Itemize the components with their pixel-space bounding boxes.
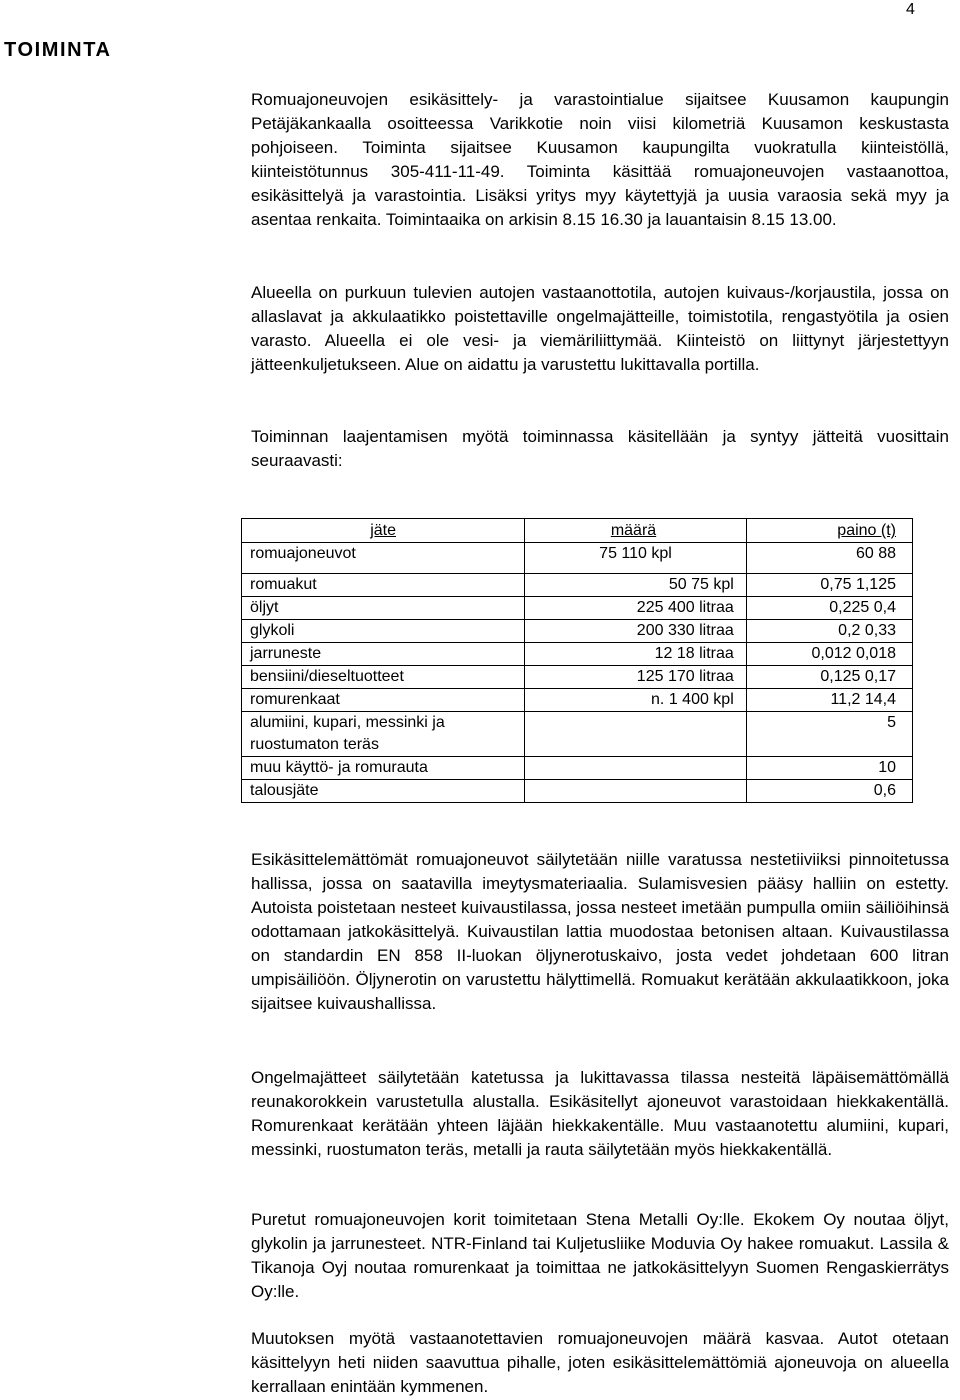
table-row bbox=[242, 643, 913, 666]
table-row bbox=[242, 712, 913, 757]
page-number: 4 bbox=[906, 1, 915, 18]
column-header-weight: paino (t) bbox=[746, 519, 912, 543]
waste-table bbox=[241, 518, 913, 803]
cell-waste: romuajoneuvot bbox=[242, 543, 525, 574]
cell-weight: 0,2 0,33 bbox=[746, 620, 912, 643]
cell-waste: glykoli bbox=[242, 620, 525, 643]
paragraph-facilities: Alueella on purkuun tulevien autojen vastaanottotila, autojen kuivaus-/korjaustila, jossa on allaslavat ja akkulaatikko poistettaville ongelmajätteille, toimistotila, rengastyötila ja osien varasto. Alueella ei ole vesi- ja viemäriliittymää. Kiinteistö on liittynyt järjestettyyn jätteenkuljetukseen. Alue on aidattu ja varustettu lukittavalla portilla. bbox=[251, 283, 949, 374]
paragraph-change: Muutoksen myötä vastaanotettavien romuajoneuvojen määrä kasvaa. Autot otetaan käsittelyyn heti niiden saavuttua pihalle, joten esikäsittelemättömiä ajoneuvoja on alueella kerrallaan enintään kymmenen. bbox=[251, 1329, 949, 1396]
cell-weight: 60 88 bbox=[746, 543, 912, 574]
cell-waste: romurenkaat bbox=[242, 689, 525, 712]
table-row bbox=[242, 597, 913, 620]
paragraph-waste-recipients: Puretut romuajoneuvojen korit toimitetaan Stena Metalli Oy:lle. Ekokem Oy noutaa öljyt, glykolin ja jarrunesteet. NTR-Finland tai Kuljetusliike Moduvia Oy hakee romuakut. Lassila & Tikanoja Oyj noutaa romurenkaat ja toimittaa ne jatkokäsittelyyn Suomen Rengaskierrätys Oy:lle. bbox=[251, 1210, 949, 1301]
cell-waste: bensiini/dieseltuotteet bbox=[242, 666, 525, 689]
paragraph-hazardous-storage: Ongelmajätteet säilytetään katetussa ja lukittavassa tilassa nesteitä läpäisemättömällä reunakorokkein varustetulla alustalla. Esikäsitellyt ajoneuvot varastoidaan hiekkakentällä. Romurenkaat kerätään yhteen läjään hiekkakentälle. Muu vastaanotettu alumiini, kupari, messinki, ruostumaton teräs, metalli ja rauta säilytetään myös hiekkakentällä. bbox=[251, 1068, 949, 1159]
cell-amount bbox=[525, 757, 747, 780]
cell-amount bbox=[525, 712, 747, 757]
paragraph-location: Romuajoneuvojen esikäsittely- ja varastointialue sijaitsee Kuusamon kaupungin Petäjäkankaalla osoitteessa Varikkotie noin viisi kilometriä Kuusamon keskustasta pohjoiseen. Toiminta sijaitsee Kuusamon kaupungilta vuokratulla kiinteistöllä, kiinteistötunnus 305-411-11-49. Toiminta käsittää romuajoneuvojen vastaanottoa, esikäsittelyä ja varastointia. Lisäksi yritys myy käytettyjä ja uusia varaosia sekä myy ja asentaa renkaita. Toimintaaika on arkisin 8.15 16.30 ja lauantaisin 8.15 13.00. bbox=[251, 90, 949, 229]
cell-waste: alumiini, kupari, messinki ja ruostumaton teräs bbox=[242, 712, 525, 757]
table-row bbox=[242, 666, 913, 689]
cell-weight: 0,225 0,4 bbox=[746, 597, 912, 620]
cell-amount: 50 75 kpl bbox=[525, 574, 747, 597]
cell-amount: 200 330 litraa bbox=[525, 620, 747, 643]
column-header-amount: määrä bbox=[525, 519, 747, 543]
cell-weight: 5 bbox=[746, 712, 912, 757]
cell-amount: n. 1 400 kpl bbox=[525, 689, 747, 712]
cell-weight: 0,6 bbox=[746, 780, 912, 803]
cell-amount: 12 18 litraa bbox=[525, 643, 747, 666]
cell-amount: 125 170 litraa bbox=[525, 666, 747, 689]
cell-waste: romuakut bbox=[242, 574, 525, 597]
cell-weight: 0,125 0,17 bbox=[746, 666, 912, 689]
table-row bbox=[242, 574, 913, 597]
cell-weight: 11,2 14,4 bbox=[746, 689, 912, 712]
cell-waste: talousjäte bbox=[242, 780, 525, 803]
cell-weight: 10 bbox=[746, 757, 912, 780]
cell-amount bbox=[525, 780, 747, 803]
cell-waste: jarruneste bbox=[242, 643, 525, 666]
cell-weight: 0,012 0,018 bbox=[746, 643, 912, 666]
cell-waste: öljyt bbox=[242, 597, 525, 620]
section-heading: TOIMINTA bbox=[4, 39, 112, 61]
table-row bbox=[242, 757, 913, 780]
cell-weight: 0,75 1,125 bbox=[746, 574, 912, 597]
cell-waste: muu käyttö- ja romurauta bbox=[242, 757, 525, 780]
paragraph-waste-intro: Toiminnan laajentamisen myötä toiminnassa käsitellään ja syntyy jätteitä vuosittain seuraavasti: bbox=[251, 427, 949, 470]
column-header-waste: jäte bbox=[242, 519, 525, 543]
cell-amount: 225 400 litraa bbox=[525, 597, 747, 620]
table-row bbox=[242, 780, 913, 803]
table-header-row bbox=[242, 519, 913, 543]
table-row bbox=[242, 620, 913, 643]
paragraph-storage-pretreatment: Esikäsittelemättömät romuajoneuvot säilytetään niille varatussa nestetiiviiksi pinnoitetussa hallissa, jossa on saatavilla imeytysmateriaalia. Sulamisvesien pääsy halliin on estetty. Autoista poistetaan nesteet kuivaustilassa, jossa nesteet imetään pumpulla omiin säiliöihinsä odottamaan jatkokäsittelyä. Kuivaustilan lattia muodostaa betonisen altaan. Kuivaustilassa on standardin EN 858 II-luokan öljynerotuskaivo, josta vedet johdetaan 600 litran umpisäiliöön. Öljynerotin on varustettu hälyttimellä. Romuakut kerätään akkulaatikkoon, joka sijaitsee kuivaushallissa. bbox=[251, 850, 949, 1013]
table-row bbox=[242, 689, 913, 712]
table-row bbox=[242, 543, 913, 574]
cell-amount: 75 110 kpl bbox=[525, 543, 747, 574]
